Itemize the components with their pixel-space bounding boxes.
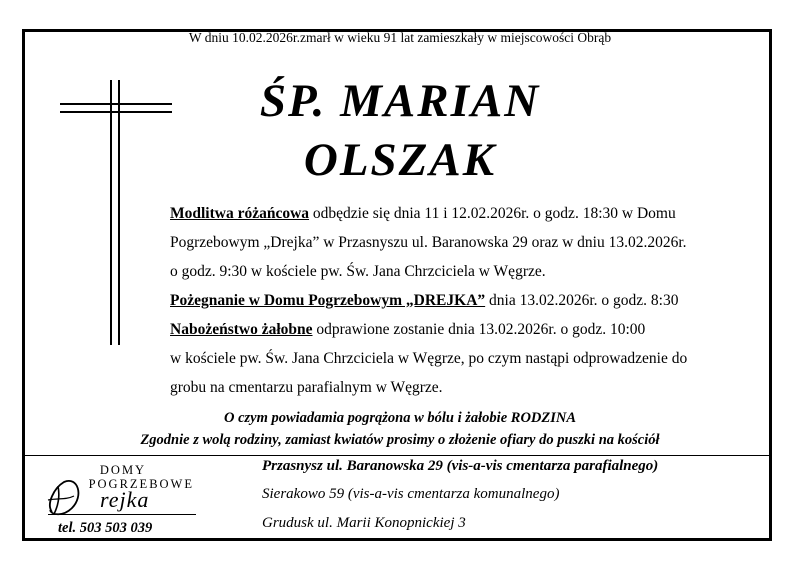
mass-text: odprawione zostanie dnia 13.02.2026r. o godz. 10:00 <box>312 321 646 338</box>
death-announcement-line: W dniu 10.02.2026r.zmarł w wieku 91 lat zamieszkały w miejscowości Obrąb <box>188 30 612 45</box>
farewell-text: dnia 13.02.2026r. o godz. 8:30 <box>485 292 679 309</box>
phone-number: tel. 503 503 039 <box>58 520 153 536</box>
logo-underline <box>48 514 196 515</box>
address-sierakowo: Sierakowo 59 (vis-a-vis cmentarza komunalnego) <box>262 486 560 502</box>
logo-text-top: DOMY <box>99 463 147 477</box>
footer-divider <box>22 455 772 456</box>
logo-text-middle: POGRZEBOWE <box>88 477 194 491</box>
cross-horizontal-bar <box>60 103 172 105</box>
family-wish: Zgodnie z wolą rodziny, zamiast kwiatów prosimy o złożenie ofiary do puszki na kościół <box>140 432 660 448</box>
mass-line: w kościele pw. Św. Jana Chrzciciela w Węgrze, po czym nastąpi odprowadzenie do <box>170 350 688 367</box>
logo-letter-d-icon <box>44 474 84 518</box>
deceased-name-last: OLSZAK <box>303 134 497 186</box>
rosary-line: o godz. 9:30 w kościele pw. Św. Jana Chrzciciela w Węgrze. <box>170 263 546 280</box>
mass-line: grobu na cmentarzu parafialnym w Węgrze. <box>170 379 443 396</box>
mass-line <box>170 321 645 339</box>
farewell-label: Pożegnanie w Domu Pogrzebowym „DREJKA” <box>170 292 486 309</box>
farewell-line <box>170 292 678 310</box>
address-przasnysz: Przasnysz ul. Baranowska 29 (vis-a-vis cmentarza parafialnego) <box>262 458 659 474</box>
rosary-text: odbędzie się dnia 11 i 12.02.2026r. o godz. 18:30 w Domu <box>309 205 676 222</box>
cross-vertical-bar <box>118 80 120 345</box>
logo-script-text: rejka <box>100 487 150 512</box>
mass-label: Nabożeństwo żałobne <box>170 321 313 338</box>
family-notice: O czym powiadamia pogrążona w bólu i żałobie RODZINA <box>223 410 577 426</box>
cross-horizontal-bar <box>60 111 172 113</box>
address-grudusk: Grudusk ul. Marii Konopnickiej 3 <box>262 515 466 531</box>
cross-vertical-bar <box>110 80 112 345</box>
rosary-line <box>170 205 676 223</box>
rosary-line: Pogrzebowym „Drejka” w Przasnyszu ul. Baranowska 29 oraz w dniu 13.02.2026r. <box>170 234 687 251</box>
deceased-name-first: ŚP. MARIAN <box>259 75 541 127</box>
rosary-label: Modlitwa różańcowa <box>170 205 310 222</box>
